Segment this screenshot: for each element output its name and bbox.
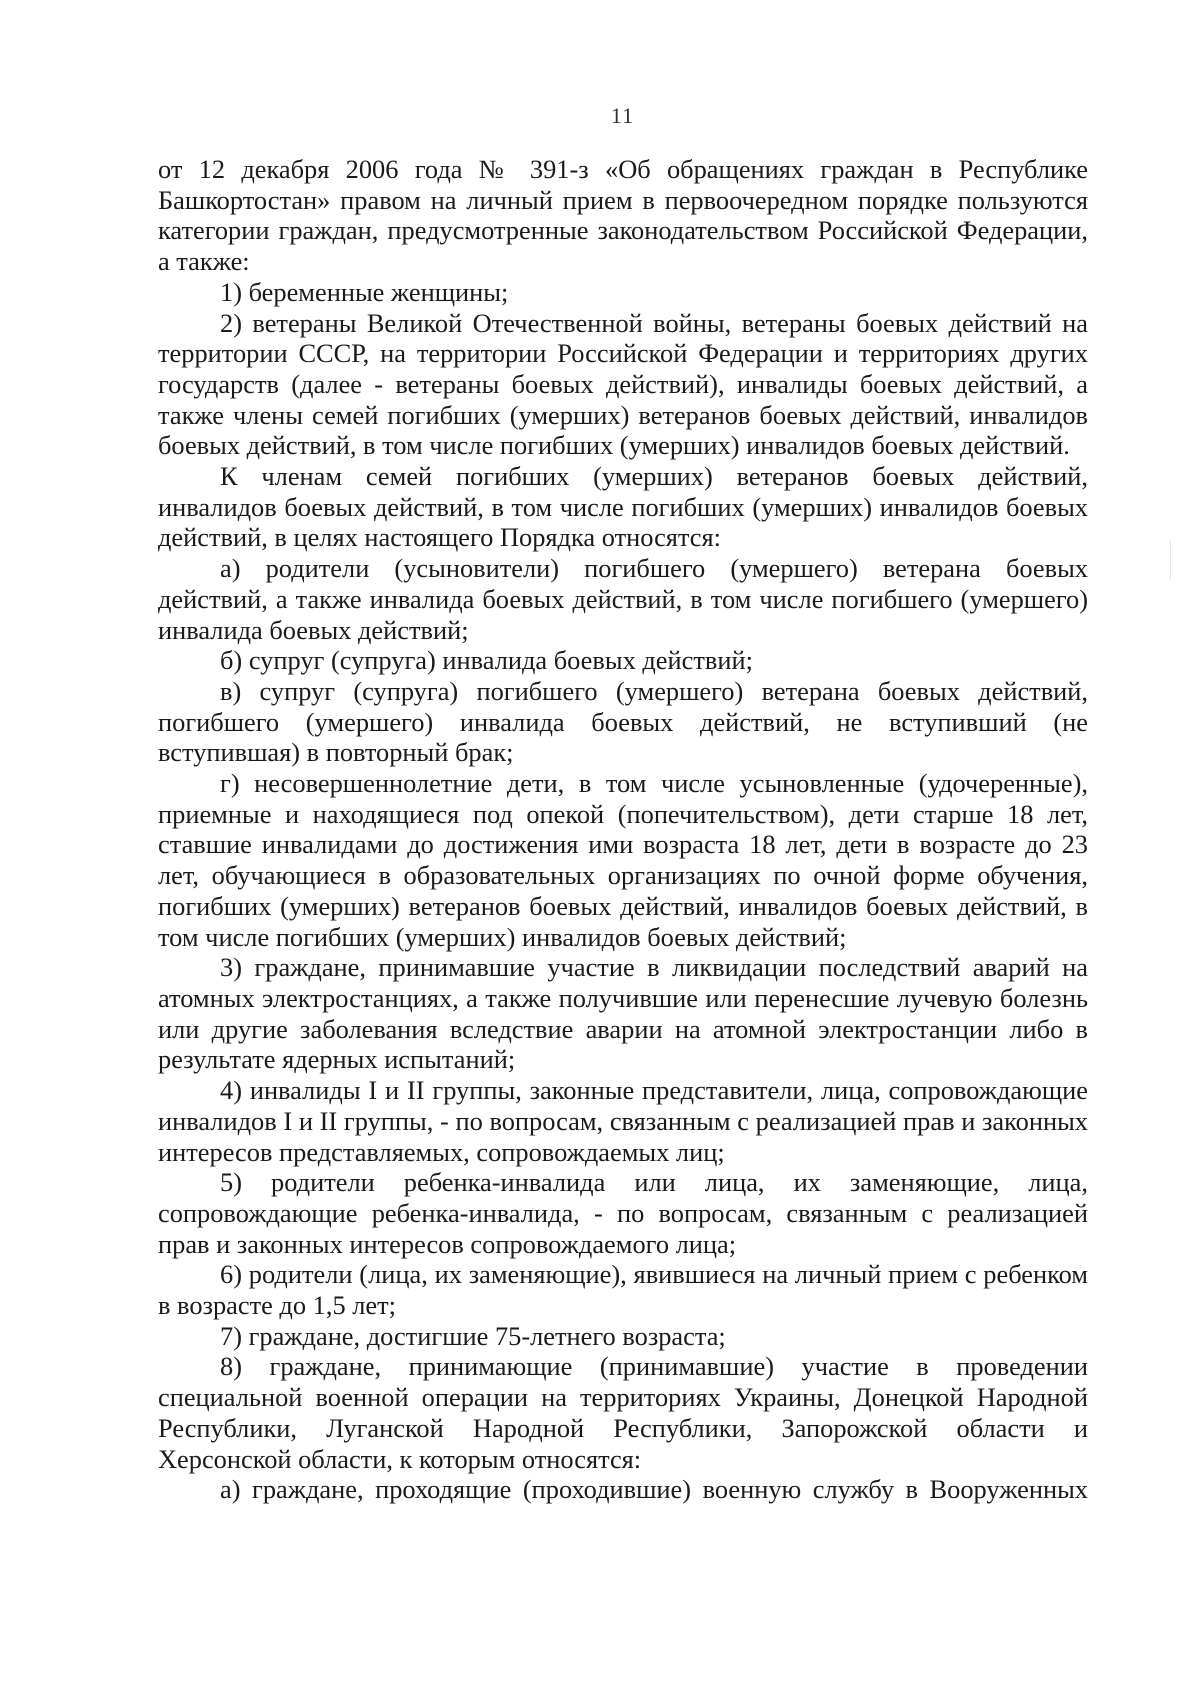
paragraph-item-a: а) родители (усыновители) погибшего (умершего) ветерана боевых действий, а также инвалида боевых действий, в том числе погибшего (умершего) инвалида боевых действий; — [158, 553, 1088, 645]
paragraph-item-b: б) супруг (супруга) инвалида боевых действий; — [220, 645, 753, 676]
paragraph-item-3: 3) граждане, принимавшие участие в ликвидации последствий аварий на атомных электростанциях, а также получившие или перенесшие лучевую болезнь или другие заболевания вследствие аварии на атомной электростанции либо в результате ядерных испытаний; — [158, 952, 1088, 1075]
paragraph-item-6: 6) родители (лица, их заменяющие), явившиеся на личный прием с ребенком в возрасте до 1,5 лет; — [158, 1259, 1088, 1321]
paragraph-item-g: г) несовершеннолетние дети, в том числе усыновленные (удочеренные), приемные и находящиеся под опекой (попечительством), дети старше 18 лет, ставшие инвалидами до достижения ими возраста 18 лет, дети в возрасте до 23 лет, обучающиеся в образовательных организациях по очной форме обучения, погибших (умерших) ветеранов боевых действий, инвалидов боевых действий, в том числе погибших (умерших) инвалидов боевых действий; — [158, 768, 1088, 952]
paragraph-family-members: К членам семей погибших (умерших) ветеранов боевых действий, инвалидов боевых действий, в том числе погибших (умерших) инвалидов боевых действий, в целях настоящего Порядка относятся: — [158, 461, 1088, 553]
paragraph-item-8a: а) граждане, проходящие (проходившие) военную службу в Вооруженных — [220, 1474, 1088, 1505]
paragraph-item-v: в) супруг (супруга) погибшего (умершего) ветерана боевых действий, погибшего (умершего) инвалида боевых действий, не вступивший (не вступившая) в повторный брак; — [158, 675, 1088, 768]
paragraph-item-5: 5) родители ребенка-инвалида или лица, их заменяющие, лица, сопровождающие ребенка-инвалида, - по вопросам, связанным с реализацией прав и законных интересов сопровождаемого лица; — [158, 1167, 1088, 1259]
page-number: 11 — [610, 103, 635, 128]
paragraph-item-8: 8) граждане, принимающие (принимавшие) участие в проведении специальной военной операции на территориях Украины, Донецкой Народной Республики, Луганской Народной Республики, Запорожской области и Херсонской области, к которым относятся: — [158, 1351, 1088, 1474]
paragraph-item-7: 7) граждане, достигшие 75-летнего возраста; — [220, 1320, 726, 1351]
paragraph-intro: от 12 декабря 2006 года № 391-з «Об обращениях граждан в Республике Башкортостан» правом на личный прием в первоочередном порядке пользуются категории граждан, предусмотренные законодательством Российской Федерации, а также: — [158, 154, 1088, 277]
paragraph-item-1: 1) беременные женщины; — [220, 276, 509, 307]
paragraph-item-2: 2) ветераны Великой Отечественной войны, ветераны боевых действий на территории СССР, на территории Российской Федерации и территориях других государств (далее - ветераны боевых действий), инвалиды боевых действий, а также члены семей погибших (умерших) ветеранов боевых действий, инвалидов боевых действий, в том числе погибших (умерших) инвалидов боевых действий. — [158, 307, 1088, 461]
document-body — [158, 154, 1088, 1505]
scan-artifact — [1170, 540, 1171, 580]
paragraph-item-4: 4) инвалиды I и II группы, законные представители, лица, сопровождающие инвалидов I и II группы, - по вопросам, связанным с реализацией прав и законных интересов представляемых, сопровождаемых лиц; — [158, 1075, 1088, 1167]
